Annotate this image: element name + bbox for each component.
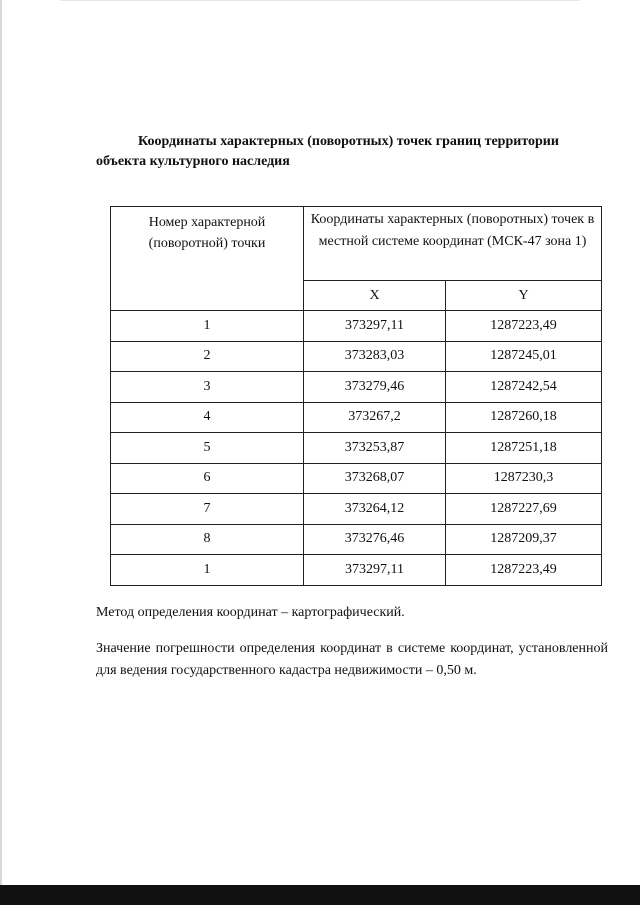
- cell-y: 1287251,18: [446, 433, 602, 464]
- cell-x: 373267,2: [304, 402, 446, 433]
- coordinates-table: [110, 206, 602, 586]
- cell-point: 7: [111, 494, 304, 525]
- table-row: [111, 402, 602, 433]
- cell-point: 3: [111, 372, 304, 403]
- cell-x: 373268,07: [304, 463, 446, 494]
- cell-x: 373297,11: [304, 311, 446, 342]
- scan-top-marks: [60, 0, 580, 1]
- cell-x: 373283,03: [304, 341, 446, 372]
- table-row: [111, 433, 602, 464]
- header-y: Y: [446, 281, 602, 311]
- cell-y: 1287260,18: [446, 402, 602, 433]
- scan-left-edge: [0, 0, 2, 905]
- table-row: [111, 524, 602, 555]
- scan-bottom-edge: [0, 885, 640, 905]
- cell-point: 5: [111, 433, 304, 464]
- cell-y: 1287245,01: [446, 341, 602, 372]
- cell-y: 1287227,69: [446, 494, 602, 525]
- cell-x: 373279,46: [304, 372, 446, 403]
- cell-x: 373264,12: [304, 494, 446, 525]
- cell-x: 373253,87: [304, 433, 446, 464]
- document-title-line1: Координаты характерных (поворотных) точек границ территории: [138, 134, 559, 149]
- accuracy-paragraph: Значение погрешности определения координат в системе координат, установленной для ведения государственного кадастра недвижимости – 0,50 м.: [96, 641, 608, 678]
- table-row: [111, 555, 602, 586]
- cell-point: 6: [111, 463, 304, 494]
- cell-point: 1: [111, 311, 304, 342]
- header-coordinates: Координаты характерных (поворотных) точек в местной системе координат (МСК-47 зона 1): [304, 207, 602, 281]
- cell-y: 1287223,49: [446, 311, 602, 342]
- cell-x: 373276,46: [304, 524, 446, 555]
- document-title: [96, 132, 596, 172]
- table-row: [111, 372, 602, 403]
- cell-point: 8: [111, 524, 304, 555]
- document-title-line2: объекта культурного наследия: [96, 154, 290, 169]
- cell-x: 373297,11: [304, 555, 446, 586]
- header-x: X: [304, 281, 446, 311]
- table-row: [111, 341, 602, 372]
- table-row: [111, 463, 602, 494]
- table-row: [111, 494, 602, 525]
- cell-y: 1287242,54: [446, 372, 602, 403]
- table-row: [111, 311, 602, 342]
- cell-y: 1287230,3: [446, 463, 602, 494]
- method-paragraph: Метод определения координат – картографический.: [96, 605, 405, 620]
- cell-point: 1: [111, 555, 304, 586]
- cell-point: 2: [111, 341, 304, 372]
- cell-y: 1287209,37: [446, 524, 602, 555]
- cell-point: 4: [111, 402, 304, 433]
- header-point-number: Номер характерной (поворотной) точки: [111, 207, 304, 311]
- cell-y: 1287223,49: [446, 555, 602, 586]
